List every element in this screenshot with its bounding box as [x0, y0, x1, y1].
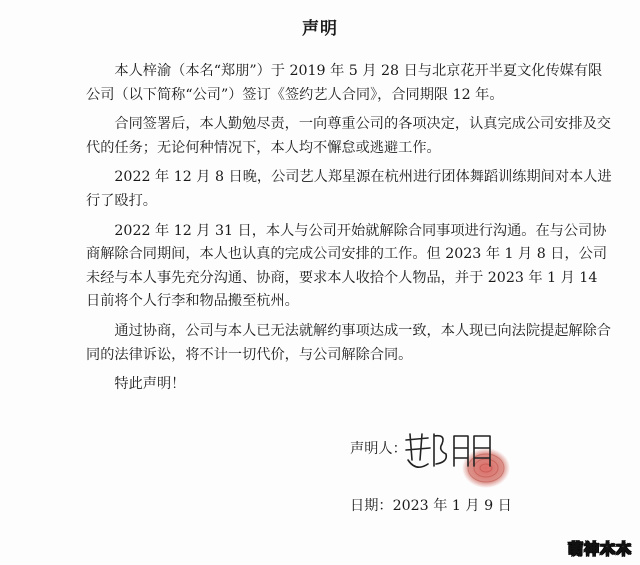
document-date [350, 495, 512, 515]
paragraph-2: 合同签署后，本人勤勉尽责，一向尊重公司的各项决定，认真完成公司安排及交代的任务；无论何种情况下，本人均不懈怠或逃避工作。 [86, 116, 611, 156]
document-title: 声明 [302, 19, 338, 39]
watermark-text: 萌神木木 [567, 540, 632, 558]
date-value: 2023 年 1 月 9 日 [392, 498, 512, 514]
fingerprint-seal [462, 448, 510, 488]
paragraph-4: 2022 年 12 月 31 日，本人与公司开始就解除合同事项进行沟通。在与公司协商解除合同期间，本人也认真的完成公司安排的工作。但 2023 年 1 月 8 日，公司未经与本人事先充分沟通、协商，要求本人收拾个人物品，并于 2023 年 1 月 14 日前将个人行李和物品搬至杭州。 [86, 222, 608, 310]
paragraph-5: 通过协商，公司与本人已无法就解约事项达成一致，本人现已向法院提起解除合同的法律诉讼，将不计一切代价，与公司解除合同。 [86, 322, 611, 363]
paragraph-1: 本人梓渝（本名“郑朋”）于 2019 年 5 月 28 日与北京花开半夏文化传媒有限公司（以下简称“公司”）签订《签约艺人合同》，合同期限 12 年。 [86, 63, 603, 103]
paragraph-closing: 特此声明！ [114, 376, 186, 393]
signature-with-fingerprint [398, 420, 518, 500]
document-body [86, 60, 616, 403]
date-label: 日期： [350, 498, 393, 514]
paragraph-3: 2022 年 12 月 8 日晚，公司艺人郑星源在杭州进行团体舞蹈训练期间对本人进行了殴打。 [86, 169, 612, 209]
signer-label: 声明人： [350, 441, 407, 457]
